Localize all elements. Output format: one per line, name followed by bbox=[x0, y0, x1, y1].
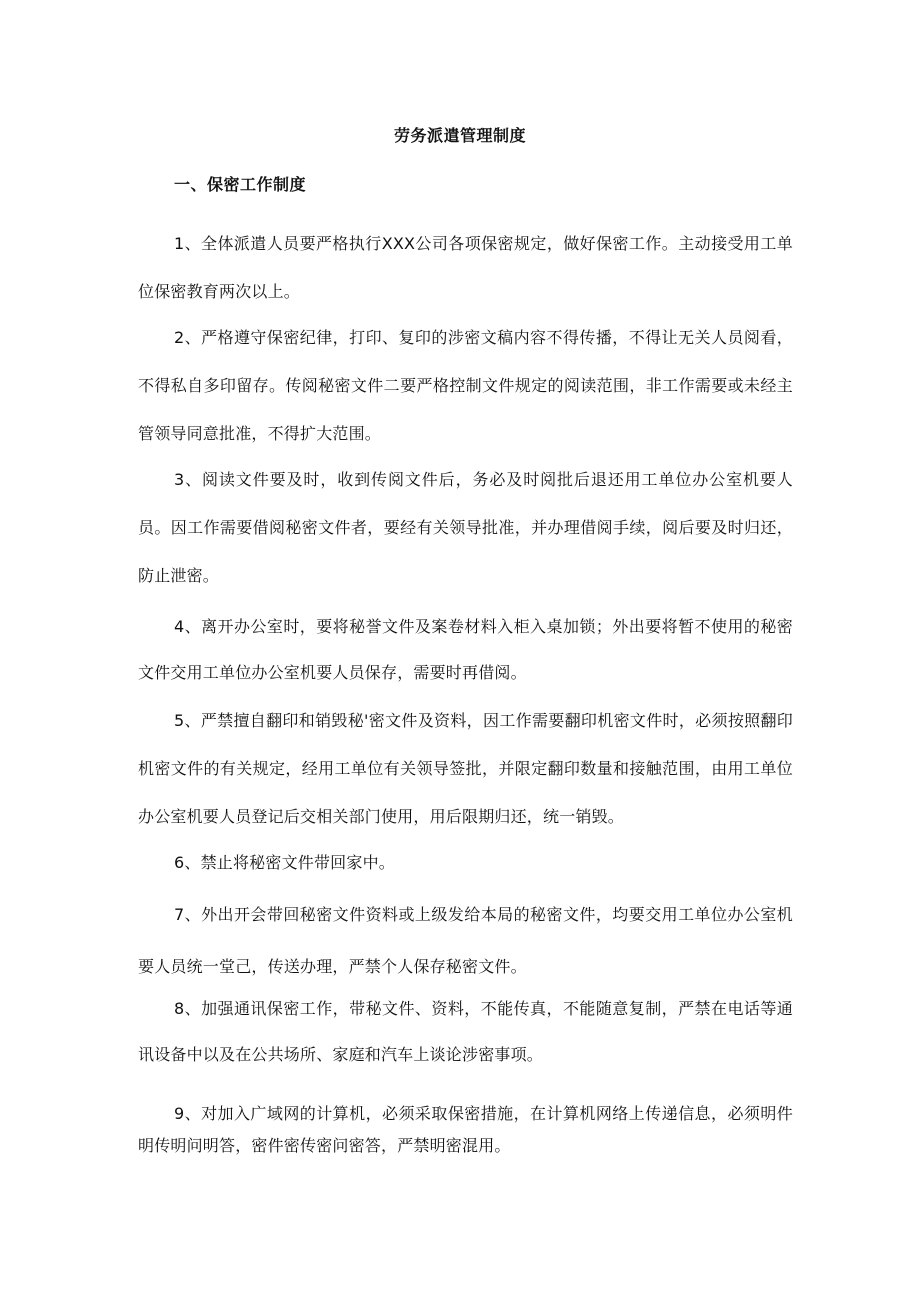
paragraph-6: 6、禁止将秘密文件带回家中。 bbox=[174, 853, 395, 872]
document-title: 劳务派遣管理制度 bbox=[393, 126, 526, 145]
paragraph-3: 3、阅读文件要及时，收到传阅文件后，务必及时阅批后退还用工单位办公室机要人员。因工作需要借阅秘密文件者，要经有关领导批准，并办理借阅手续，阅后要及时归还，防止泄密。 bbox=[138, 470, 793, 585]
paragraph-8: 8、加强通讯保密工作，带秘文件、资料，不能传真，不能随意复制，严禁在电话等通讯设备中以及在公共场所、家庭和汽车上谈论涉密事项。 bbox=[138, 999, 793, 1064]
paragraph-5: 5、严禁擅自翻印和销毁秘'密文件及资料，因工作需要翻印机密文件时，必须按照翻印机密文件的有关规定，经用工单位有关领导签批，并限定翻印数量和接触范围，由用工单位办公室机要人员登记后交相关部门使用，用后限期归还，统一销毁。 bbox=[138, 711, 793, 826]
section-heading: 一、保密工作制度 bbox=[174, 175, 307, 194]
paragraph-9: 9、对加入广域网的计算机，必须采取保密措施，在计算机网络上传递信息，必须明件明传明问明答，密件密传密问密答，严禁明密混用。 bbox=[138, 1104, 793, 1155]
paragraph-2: 2、严格遵守保密纪律，打印、复印的涉密文稿内容不得传播，不得让无关人员阅看，不得私自多印留存。传阅秘密文件二要严格控制文件规定的阅读范围，非工作需要或未经主管领导同意批准，不得扩大范围。 bbox=[138, 328, 793, 443]
paragraph-1: 1、全体派遣人员要严格执行XXX公司各项保密规定，做好保密工作。主动接受用工单位保密教育两次以上。 bbox=[138, 234, 793, 301]
paragraph-7: 7、外出开会带回秘密文件资料或上级发给本局的秘密文件，均要交用工单位办公室机要人员统一堂己，传送办理，严禁个人保存秘密文件。 bbox=[138, 905, 793, 976]
paragraph-4: 4、离开办公室时，要将秘誉文件及案卷材料入柜入桌加锁；外出要将暂不使用的秘密文件交用工单位办公室机要人员保存，需要时再借阅。 bbox=[138, 617, 793, 682]
